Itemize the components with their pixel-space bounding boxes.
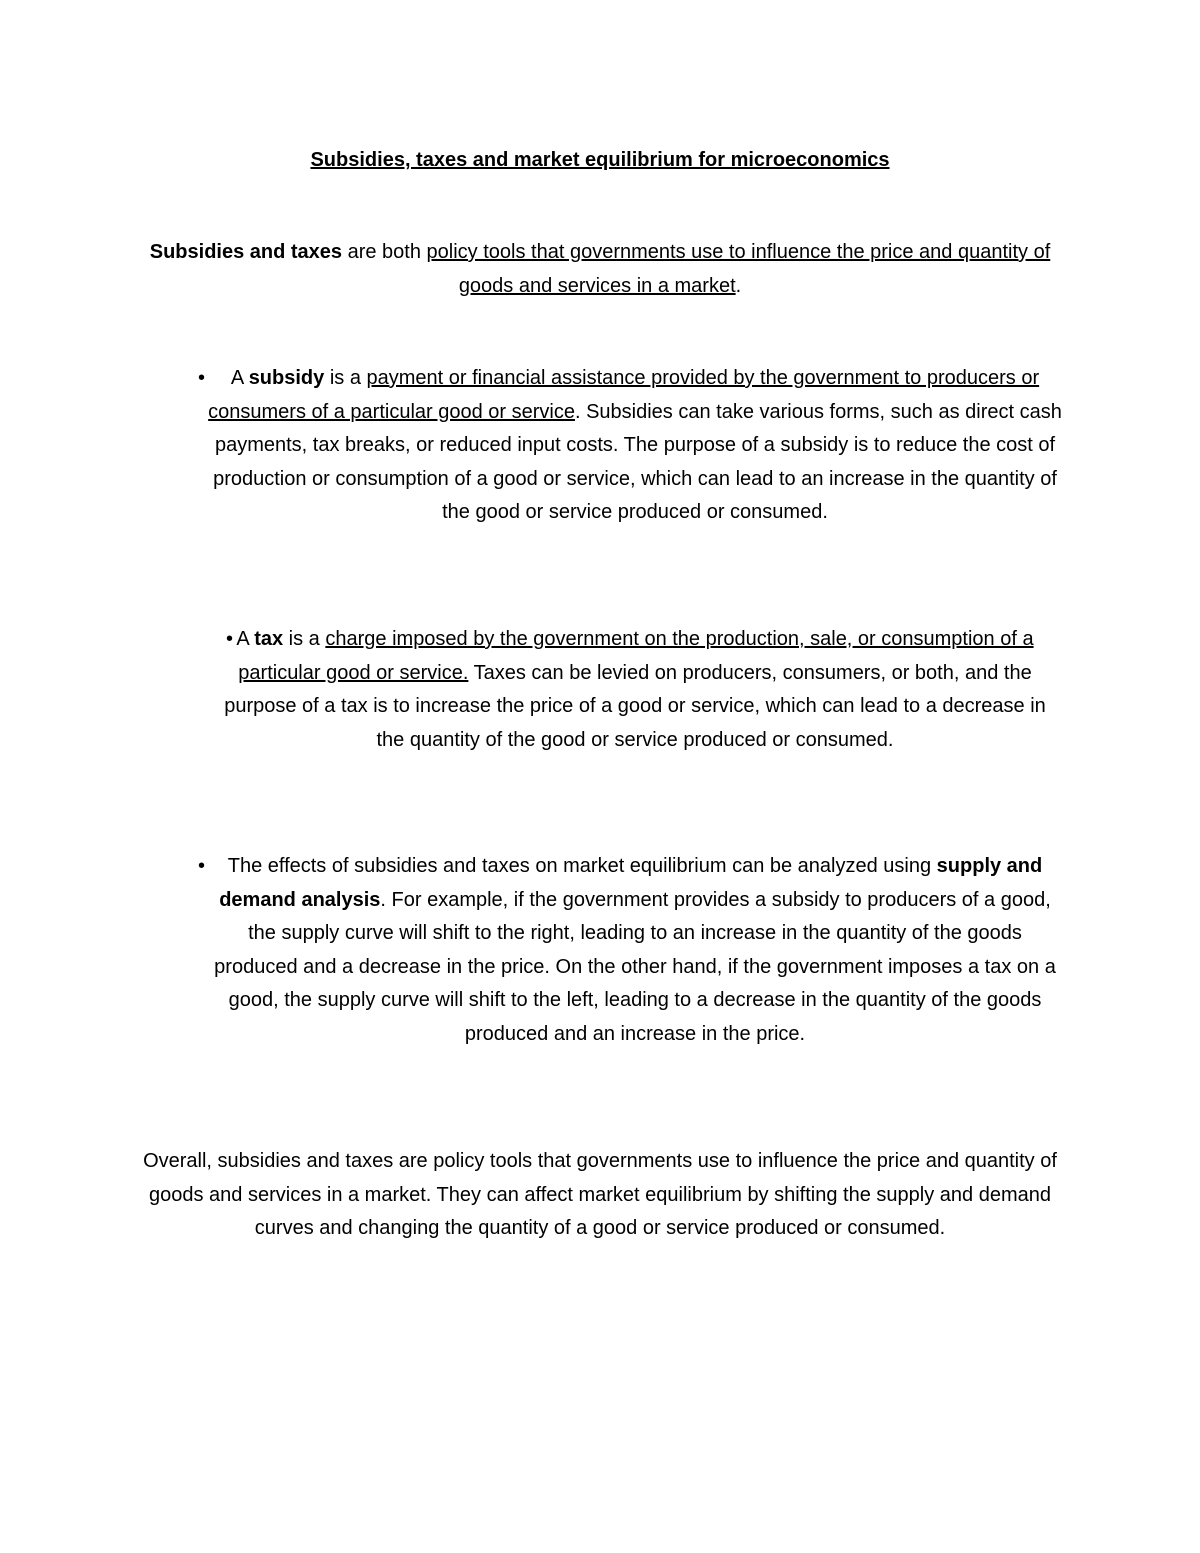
bullet-underlined-definition: payment or financial assistance provided by the government to producers or consumers of a particular good or service bbox=[208, 367, 1040, 423]
document-title: Subsidies, taxes and market equilibrium for microeconomics bbox=[310, 149, 890, 171]
bullet-subsidy bbox=[208, 362, 1062, 530]
bullet-marker: • bbox=[198, 855, 206, 877]
bullet-lead: A bbox=[230, 367, 249, 389]
bullet-lead: A bbox=[236, 628, 255, 650]
bullet-effects bbox=[208, 850, 1062, 1051]
overall-paragraph: Overall, subsidies and taxes are policy tools that governments use to influence the price and quantity of goods and services in a market. They can affect market equilibrium by shifting the supply and demand curves and changing the quantity of a good or service produced or consumed. bbox=[143, 1150, 1057, 1239]
bullet-marker: • bbox=[226, 628, 234, 650]
bullet-mid: is a bbox=[324, 367, 367, 389]
intro-paragraph bbox=[140, 236, 1060, 303]
bullet-bold-term: subsidy bbox=[248, 367, 325, 389]
bullet-underlined-definition: charge imposed by the government on the production, sale, or consumption of a particular good or service. bbox=[238, 628, 1034, 684]
bullet-mid: is a bbox=[283, 628, 326, 650]
bullet-bold-term: tax bbox=[254, 628, 284, 650]
intro-period: . bbox=[735, 274, 742, 297]
bullet-lead: The effects of subsidies and taxes on market equilibrium can be analyzed using bbox=[227, 855, 937, 877]
intro-text: are both bbox=[342, 241, 427, 263]
bullet-tax bbox=[208, 623, 1062, 757]
bullet-rest: . For example, if the government provides a subsidy to producers of a good, the supply curve will shift to the right, leading to an increase in the quantity of the goods produced and a decrease in the price. On the other hand, if the government imposes a tax on a good, the supply curve will shift to the left, leading to a decrease in the quantity of the goods produced and an increase in the price. bbox=[214, 888, 1056, 1045]
bullet-marker: • bbox=[198, 367, 206, 389]
intro-bold-term: Subsidies and taxes bbox=[149, 241, 343, 263]
intro-underlined-definition: policy tools that governments use to influence the price and quantity of goods and services in a market bbox=[426, 241, 1051, 297]
bullet-rest: Taxes can be levied on producers, consumers, or both, and the purpose of a tax is to increase the price of a good or service, which can lead to a decrease in the quantity of the good or service produced or consumed. bbox=[224, 661, 1046, 751]
bullet-rest: . Subsidies can take various forms, such as direct cash payments, tax breaks, or reduced input costs. The purpose of a subsidy is to reduce the cost of production or consumption of a good or service, which can lead to an increase in the quantity of the good or service produced or consumed. bbox=[213, 400, 1062, 523]
bullet-bold-term: supply and demand analysis bbox=[219, 855, 1043, 911]
